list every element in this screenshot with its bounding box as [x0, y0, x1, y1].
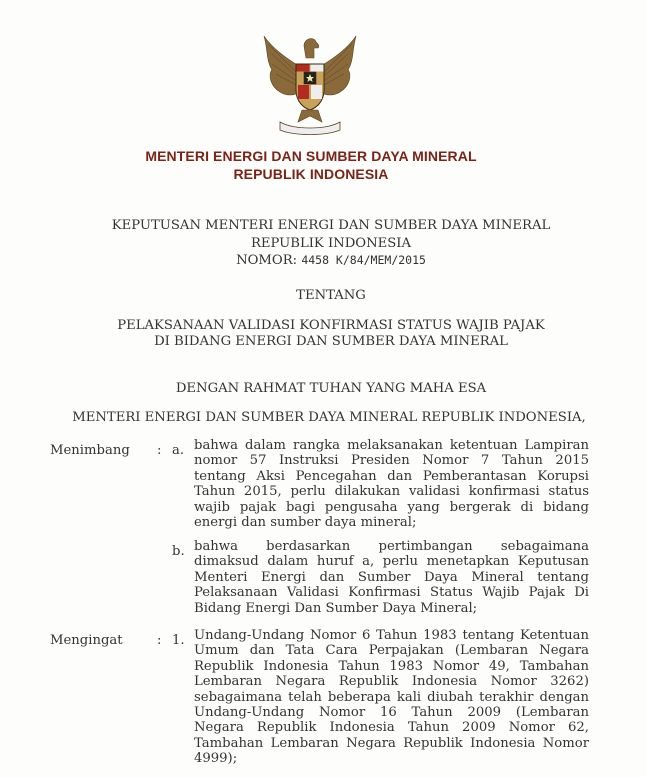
menimbang-item-a — [194, 438, 589, 530]
grace-statement: DENGAN RAHMAT TUHAN YANG MAHA ESA — [175, 381, 487, 396]
menimbang-label: Menimbang — [50, 443, 130, 458]
decree-number-value: 4458 K/84/MEM/2015 — [301, 253, 426, 267]
subject-line-2: DI BIDANG ENERGI DAN SUMBER DAYA MINERAL — [154, 334, 508, 349]
mengingat-item-1-marker: 1. — [172, 633, 185, 648]
paragraph-line: Umum dan Tata Cara Perpajakan (Lembaran Negara — [194, 643, 589, 659]
paragraph-line: Pelaksanaan Validasi Konfirmasi Status Wajib Pajak Di — [194, 585, 589, 601]
paragraph-line: bahwa dalam rangka melaksanakan ketentuan Lampiran — [194, 438, 589, 453]
mengingat-item-1 — [194, 628, 589, 767]
about-heading: TENTANG — [296, 288, 366, 303]
menimbang-item-b-marker: b. — [172, 544, 185, 559]
paragraph-line: Undang-Undang Nomor 16 Tahun 2009 (Lembaran — [194, 705, 589, 721]
decree-title-line-2: REPUBLIK INDONESIA — [250, 236, 412, 251]
mengingat-label: Mengingat — [50, 633, 123, 648]
menimbang-item-a-marker: a. — [172, 443, 185, 458]
ministry-title-line-1: MENTERI ENERGI DAN SUMBER DAYA MINERAL — [145, 148, 477, 164]
paragraph-line: Undang-Undang Nomor 6 Tahun 1983 tentang Ketentuan — [194, 628, 589, 643]
garuda-emblem-icon — [258, 30, 362, 138]
decree-number — [8, 252, 646, 269]
ministry-title-line-2: REPUBLIK INDONESIA — [233, 166, 389, 182]
paragraph-line: Menteri Energi dan Sumber Daya Mineral tentang — [194, 569, 589, 585]
paragraph-line: wajib pajak bagi pengusaha yang bergerak di bidang — [194, 499, 589, 515]
paragraph-line: dimaksud dalam huruf a, perlu menetapkan Keputusan — [194, 554, 589, 570]
paragraph-line: sebagaimana telah beberapa kali diubah terakhir dengan — [194, 689, 589, 705]
paragraph-line: Tambahan Lembaran Negara Republik Indonesia Nomor — [194, 735, 589, 751]
decree-title-line-1: KEPUTUSAN MENTERI ENERGI DAN SUMBER DAYA MINERAL — [111, 218, 551, 233]
issuer-statement: MENTERI ENERGI DAN SUMBER DAYA MINERAL REPUBLIK INDONESIA, — [72, 410, 586, 425]
paragraph-line: Negara Republik Indonesia Tahun 2009 Nomor 62, — [194, 720, 589, 736]
decree-number-label: NOMOR: — [236, 253, 298, 268]
paragraph-line: bahwa berdasarkan pertimbangan sebagaimana — [194, 539, 589, 554]
paragraph-line: tentang Aksi Pencegahan dan Pemberantasan Korupsi — [194, 468, 589, 484]
paragraph-line: Republik Indonesia Tahun 1983 Nomor 49, Tambahan — [194, 658, 589, 674]
paragraph-line: energi dan sumber daya mineral; — [194, 515, 417, 531]
subject-line-1: PELAKSANAAN VALIDASI KONFIRMASI STATUS WAJIB PAJAK — [117, 318, 545, 333]
menimbang-item-b — [194, 539, 589, 616]
paragraph-line: Lembaran Negara Republik Indonesia Nomor 3262) — [194, 674, 589, 690]
paragraph-line: Tahun 2015, perlu dilakukan validasi konfirmasi status — [194, 484, 589, 500]
paragraph-line: 4999); — [194, 751, 238, 767]
mengingat-colon: : — [157, 633, 162, 648]
paragraph-line: Bidang Energi Dan Sumber Daya Mineral; — [194, 600, 478, 616]
menimbang-colon: : — [157, 443, 162, 458]
paragraph-line: nomor 57 Instruksi Presiden Nomor 7 Tahun 2015 — [194, 453, 589, 469]
